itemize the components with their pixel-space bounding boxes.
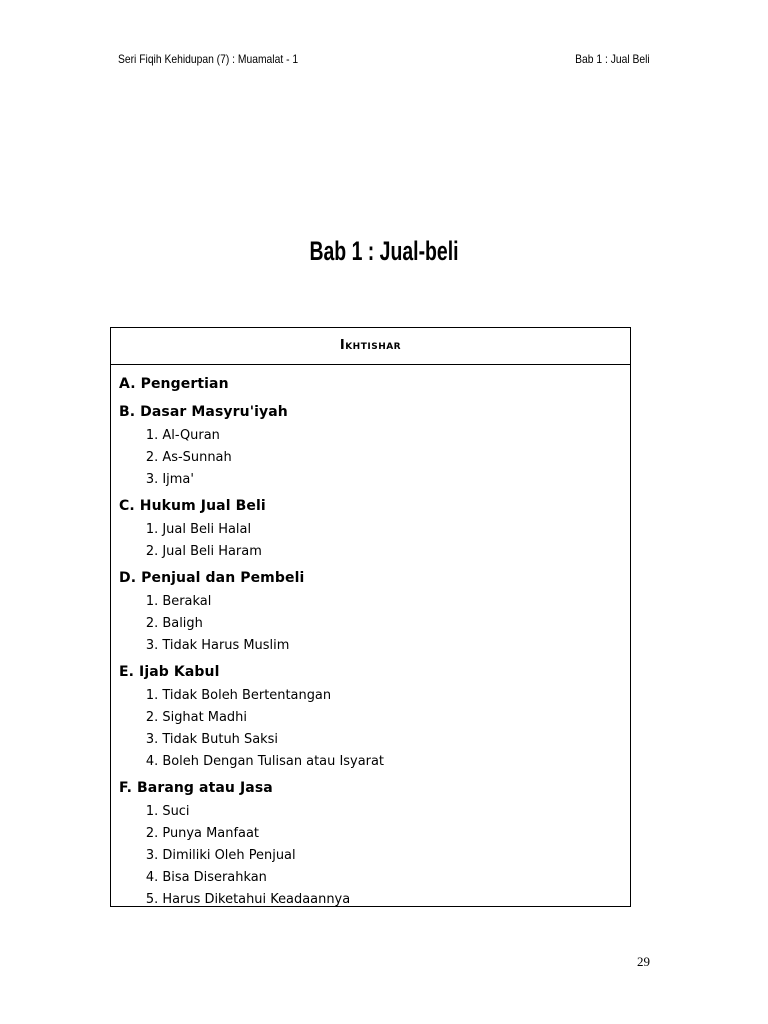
outline-item: 3. Ijma' <box>145 471 194 487</box>
outline-item: 1. Tidak Boleh Bertentangan <box>145 687 332 703</box>
section-title: D. Penjual dan Pembeli <box>119 570 305 586</box>
outline-section <box>119 400 630 490</box>
section-title: C. Hukum Jual Beli <box>119 498 266 514</box>
summary-outline <box>111 365 630 910</box>
outline-section <box>119 494 630 562</box>
outline-item: 3. Dimiliki Oleh Penjual <box>145 847 296 863</box>
section-title: E. Ijab Kabul <box>119 664 220 680</box>
outline-section <box>119 660 630 772</box>
outline-item: 3. Tidak Butuh Saksi <box>145 731 279 747</box>
summary-box <box>110 327 631 907</box>
outline-item: 2. Sighat Madhi <box>145 709 247 725</box>
outline-item: 4. Bisa Diserahkan <box>145 869 267 885</box>
section-title: B. Dasar Masyru'iyah <box>119 404 288 420</box>
outline-item: 2. Jual Beli Haram <box>145 543 262 559</box>
outline-item: 3. Tidak Harus Muslim <box>145 637 290 653</box>
outline-item: 1. Al-Quran <box>145 427 220 443</box>
outline-item: 1. Jual Beli Halal <box>145 521 252 537</box>
outline-item: 2. Baligh <box>145 615 203 631</box>
outline-section <box>119 372 630 396</box>
chapter-title: Bab 1 : Jual-beli <box>309 236 459 266</box>
outline-item: 1. Suci <box>145 803 190 819</box>
running-header-chapter: Bab 1 : Jual Beli <box>575 52 650 66</box>
page-number: 29 <box>637 954 650 969</box>
outline-item: 4. Boleh Dengan Tulisan atau Isyarat <box>145 753 384 769</box>
outline-item: 2. As-Sunnah <box>145 449 232 465</box>
summary-heading: Ikhtishar <box>111 328 630 365</box>
outline-item: 5. Harus Diketahui Keadaannya <box>145 891 351 907</box>
outline-section <box>119 776 630 910</box>
section-title: A. Pengertian <box>119 376 229 392</box>
outline-item: 1. Berakal <box>145 593 212 609</box>
outline-item: 2. Punya Manfaat <box>145 825 259 841</box>
outline-section <box>119 566 630 656</box>
section-title: F. Barang atau Jasa <box>119 780 273 796</box>
running-header-series: Seri Fiqih Kehidupan (7) : Muamalat - 1 <box>118 52 299 66</box>
